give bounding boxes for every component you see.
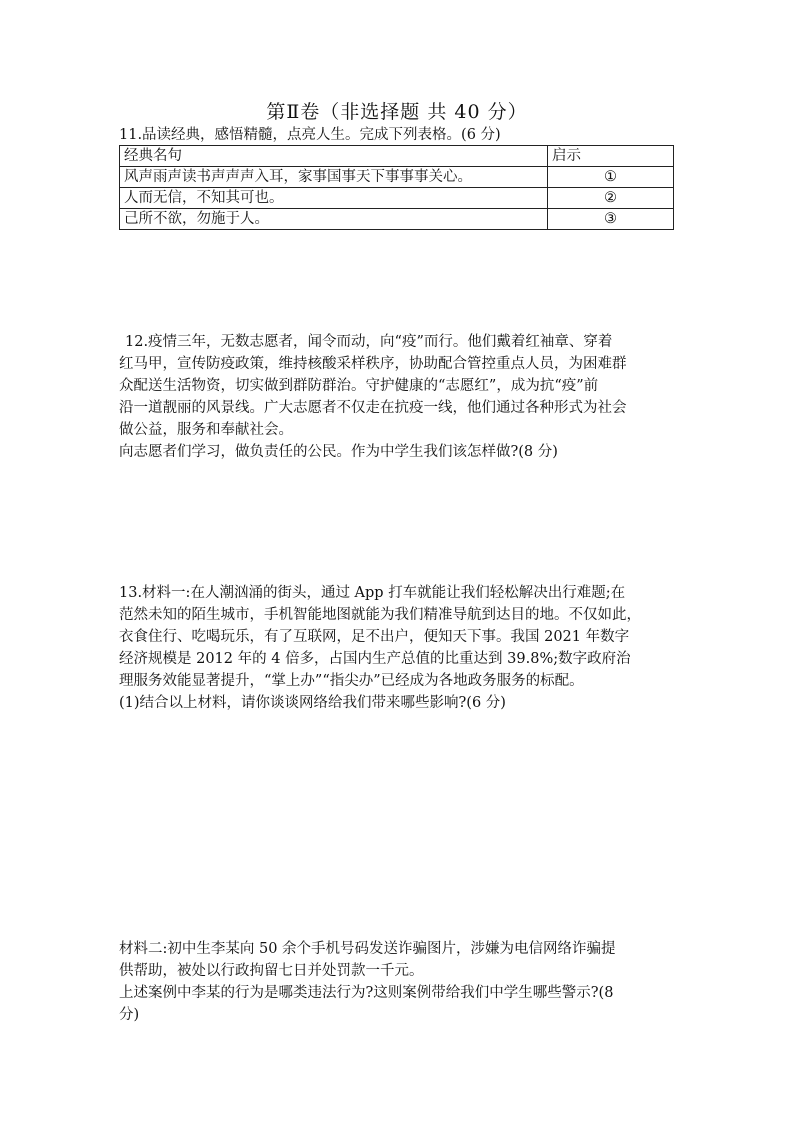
q13-line: 衣食住行、吃喝玩乐，有了互联网，足不出户，便知天下事。我国 2021 年数字 bbox=[119, 629, 630, 645]
quote-cell: 风声雨声读书声声声入耳，家事国事天下事事事关心。 bbox=[120, 167, 548, 188]
q13-line: 分) bbox=[119, 1007, 140, 1023]
q13-line: 供帮助，被处以行政拘留七日并处罚款一千元。 bbox=[119, 963, 424, 979]
q13-subquestion-2: 上述案例中李某的行为是哪类违法行为?这则案例带给我们中学生哪些警示?(8 bbox=[119, 985, 614, 1001]
table-row bbox=[120, 167, 674, 188]
table-row bbox=[120, 188, 674, 209]
q12-question: 向志愿者们学习，做负责任的公民。作为中学生我们该怎样做?(8 分) bbox=[119, 444, 558, 460]
header-quote: 经典名句 bbox=[120, 146, 548, 167]
q13-line: 理服务效能显著提升，“掌上办”“指尖办”已经成为各地政务服务的标配。 bbox=[119, 673, 584, 689]
table-row bbox=[120, 209, 674, 230]
q12-line: 众配送生活物资，切实做到群防群治。守护健康的“志愿红”，成为抗“疫”前 bbox=[119, 378, 599, 394]
header-insight: 启示 bbox=[548, 146, 674, 167]
table-header-row bbox=[120, 146, 674, 167]
q11-prompt: 11.品读经典，感悟精髓，点亮人生。完成下列表格。(6 分) bbox=[119, 127, 501, 143]
q12-block bbox=[119, 331, 679, 463]
quote-cell: 人而无信，不知其可也。 bbox=[120, 188, 548, 209]
section-title: 第Ⅱ卷（非选择题 共 40 分） bbox=[266, 101, 528, 123]
q13-line: 13.材料一:在人潮汹涌的街头，通过 App 打车就能让我们轻松解决出行难题;在 bbox=[119, 585, 626, 601]
insight-cell: ① bbox=[548, 167, 674, 188]
q12-line: 沿一道靓丽的风景线。广大志愿者不仅走在抗疫一线，他们通过各种形式为社会 bbox=[119, 400, 627, 416]
q13-line: 经济规模是 2012 年的 4 倍多，占国内生产总值的比重达到 39.8%;数字政府治 bbox=[119, 651, 631, 667]
q13-material2-block bbox=[119, 938, 679, 1026]
insight-cell: ② bbox=[548, 188, 674, 209]
q13-line: 材料二:初中生李某向 50 余个手机号码发送诈骗图片，涉嫌为电信网络诈骗提 bbox=[119, 941, 616, 957]
q13-line: 范然未知的陌生城市，手机智能地图就能为我们精准导航到达目的地。不仅如此， bbox=[119, 607, 641, 623]
classics-table bbox=[119, 145, 674, 230]
q12-line: 12.疫情三年，无数志愿者，闻令而动，向“疫”而行。他们戴着红袖章、穿着 bbox=[125, 334, 613, 350]
q13-material1-block bbox=[119, 582, 679, 714]
q12-line: 做公益，服务和奉献社会。 bbox=[119, 422, 293, 438]
insight-cell: ③ bbox=[548, 209, 674, 230]
quote-cell: 己所不欲，勿施于人。 bbox=[120, 209, 548, 230]
q13-subquestion-1: (1)结合以上材料，请你谈谈网络给我们带来哪些影响?(6 分) bbox=[119, 695, 506, 711]
q12-line: 红马甲，宣传防疫政策，维持核酸采样秩序，协助配合管控重点人员，为困难群 bbox=[119, 356, 627, 372]
